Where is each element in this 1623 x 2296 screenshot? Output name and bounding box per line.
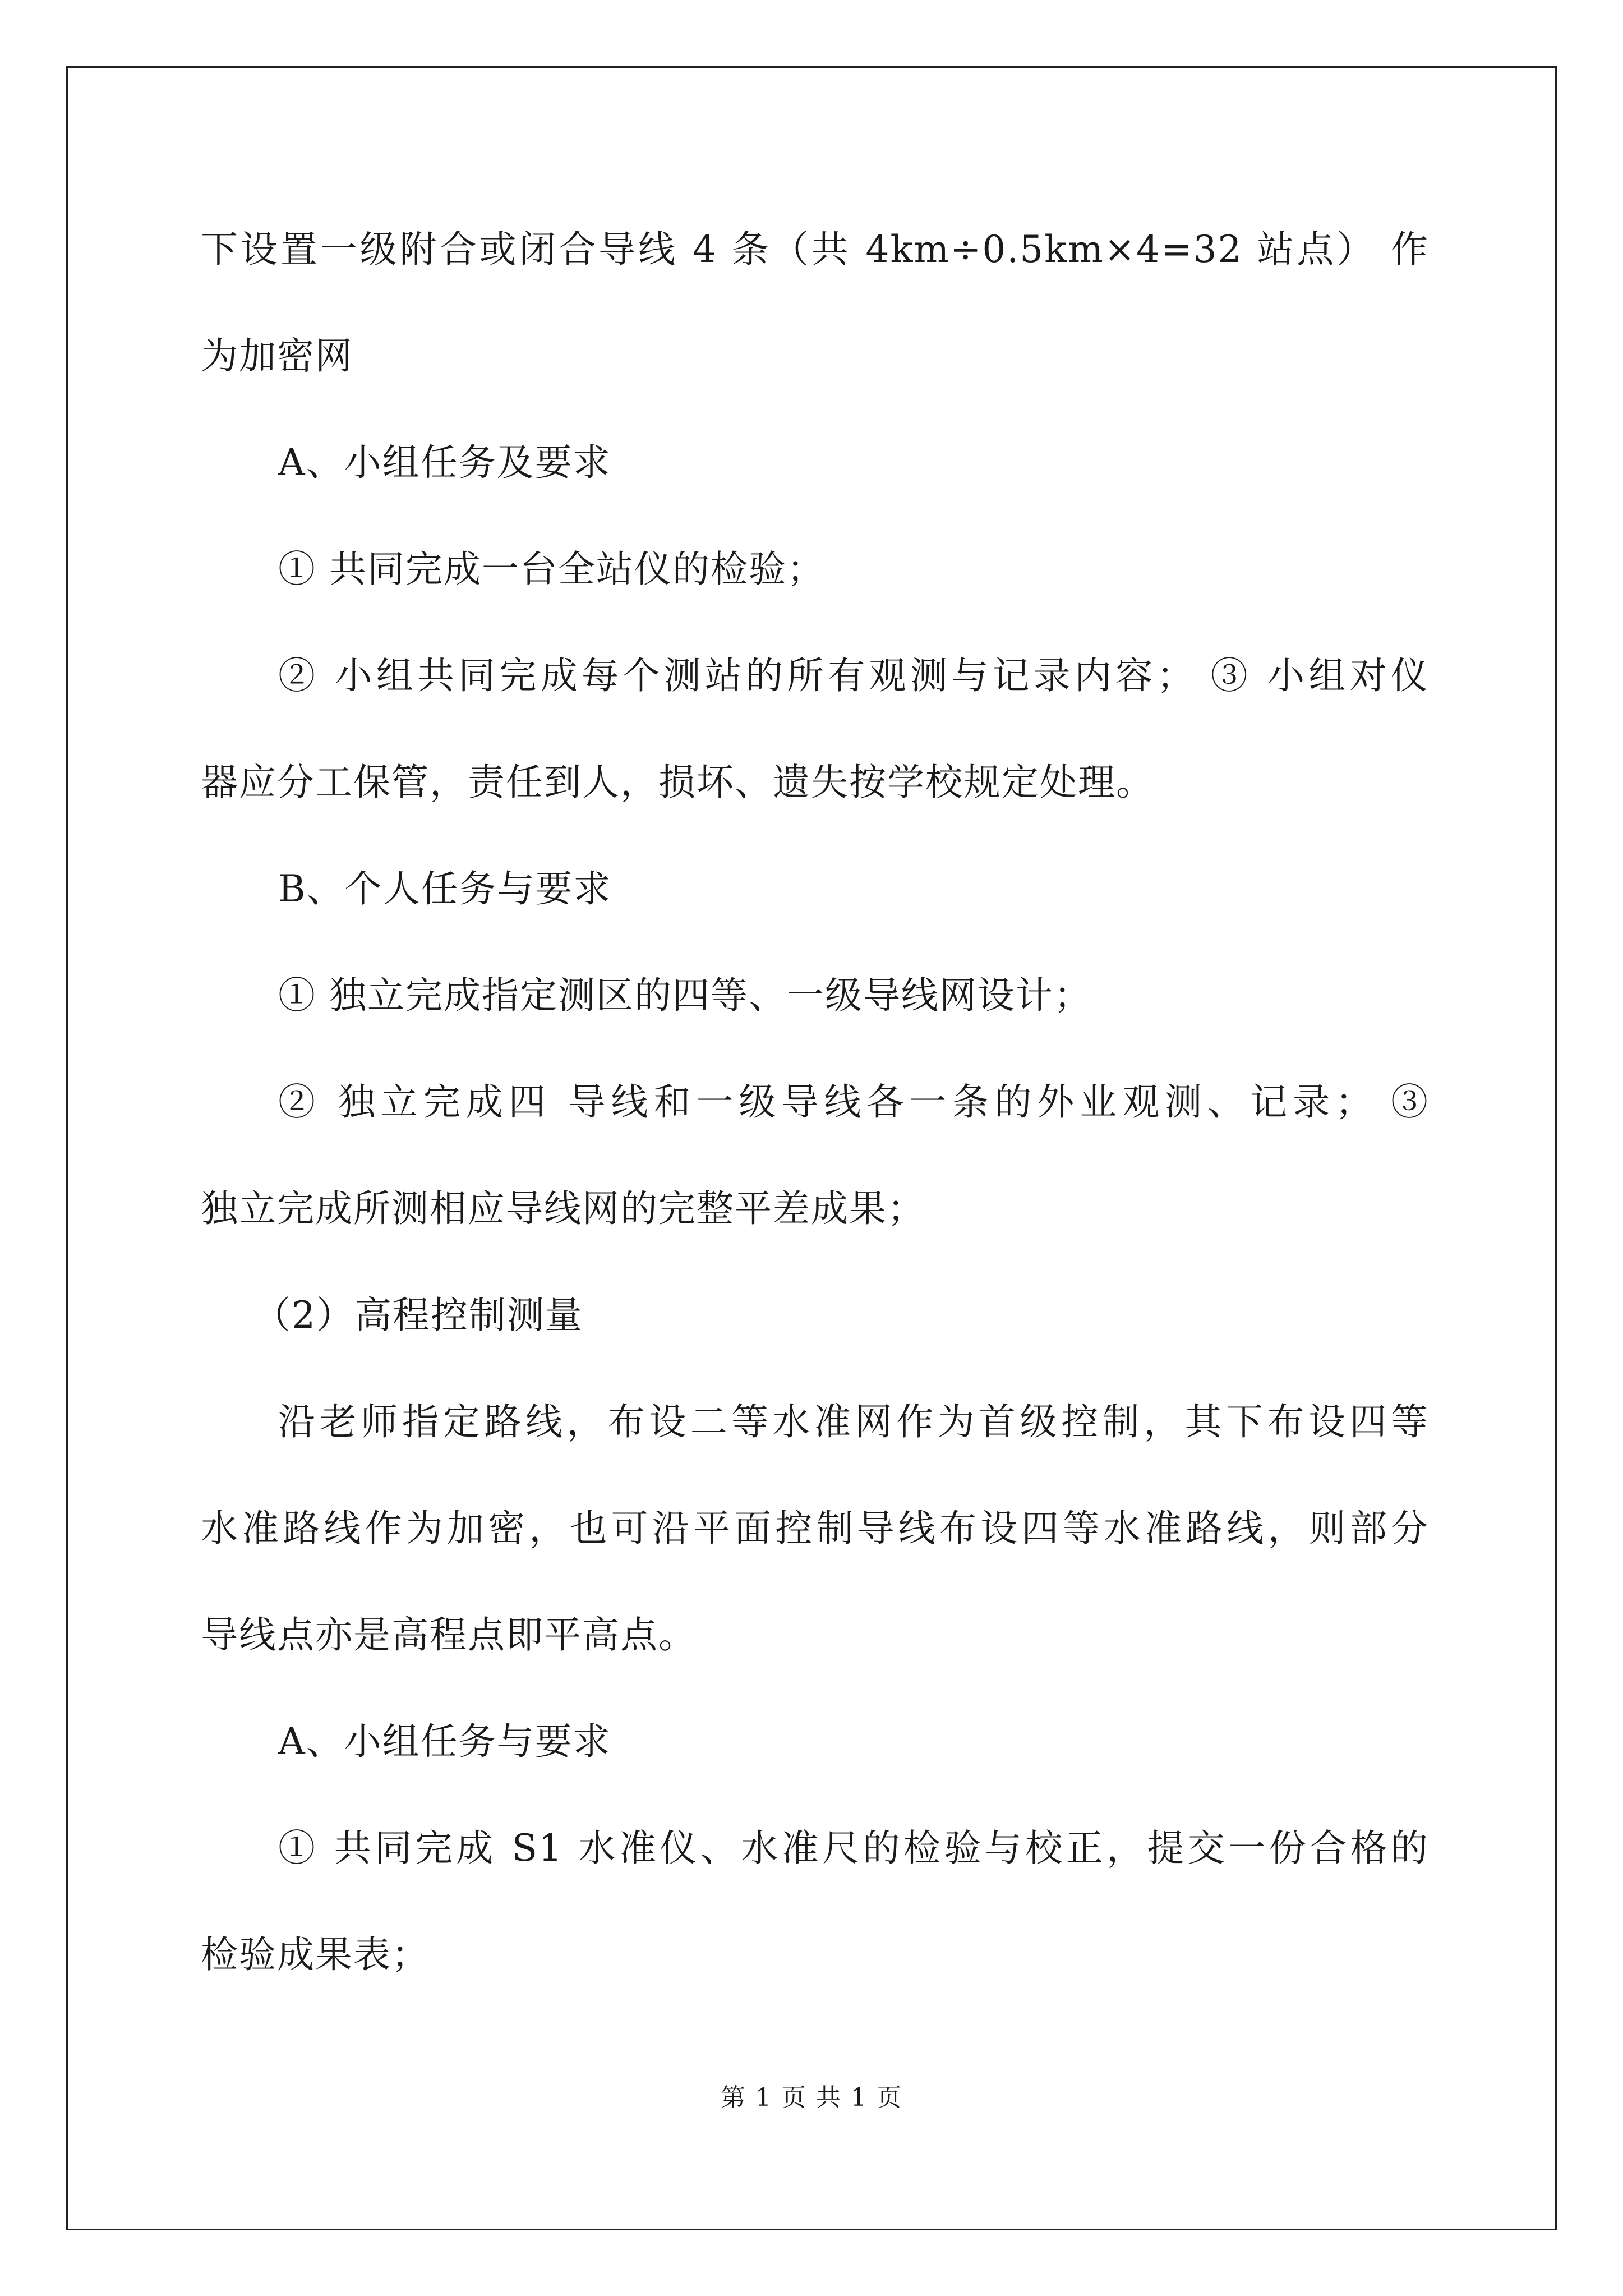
page-border	[66, 66, 1557, 2230]
section-heading: A、小组任务及要求	[278, 441, 611, 484]
page-number-footer: 第 1 页 共 1 页	[721, 2083, 902, 2112]
paragraph-line: 导线点亦是高程点即平高点。	[201, 1613, 697, 1657]
text-line: 器应分工保管，责任到人，损坏、遗失按学校规定处理。	[201, 761, 1154, 804]
list-item: ① 共同完成 S1 水准仪、水准尺的检验与校正，提交一份合格的	[278, 1826, 1429, 1870]
section-heading: （2）高程控制测量	[253, 1294, 583, 1337]
text-line: 检验成果表；	[201, 1933, 430, 1976]
text-line: 独立完成所测相应导线网的完整平差成果；	[201, 1187, 925, 1230]
list-item: ② 小组共同完成每个测站的所有观测与记录内容； ③ 小组对仪	[278, 654, 1429, 697]
text-line: 为加密网	[201, 334, 353, 378]
paragraph-line: 沿老师指定路线，布设二等水准网作为首级控制，其下布设四等	[278, 1400, 1429, 1443]
list-item: ① 独立完成指定测区的四等、一级导线网设计；	[278, 974, 1092, 1017]
section-heading: B、个人任务与要求	[278, 867, 612, 910]
list-item: ① 共同完成一台全站仪的检验；	[278, 547, 825, 591]
paragraph-line: 水准路线作为加密，也可沿平面控制导线布设四等水准路线，则部分	[201, 1507, 1429, 1550]
list-item: ② 独立完成四 导线和一级导线各一条的外业观测、记录； ③	[278, 1080, 1429, 1124]
section-heading: A、小组任务与要求	[278, 1720, 611, 1763]
text-line: 下设置一级附合或闭合导线 4 条（共 4km÷0.5km×4=32 站点） 作	[201, 228, 1429, 271]
